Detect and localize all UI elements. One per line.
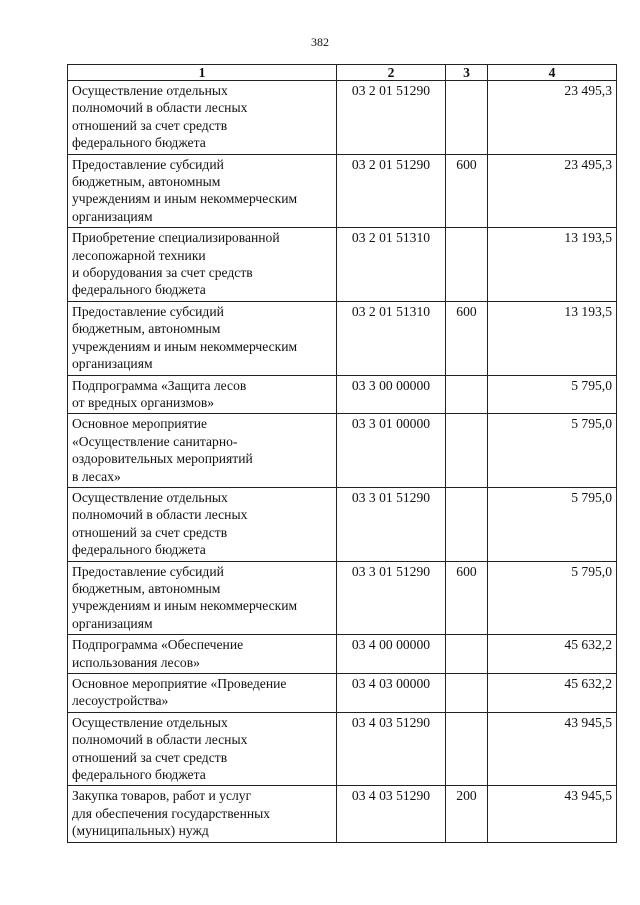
table-row: [68, 712, 617, 786]
row-code: 03 4 03 51290: [337, 786, 446, 842]
row-type: 200: [446, 786, 488, 842]
row-amount: 23 495,3: [488, 81, 617, 155]
row-amount: 43 945,5: [488, 786, 617, 842]
table-row: [68, 414, 617, 488]
row-type: [446, 487, 488, 561]
row-type: [446, 712, 488, 786]
row-type: 600: [446, 301, 488, 375]
table-row: [68, 487, 617, 561]
row-type: [446, 375, 488, 414]
row-code: 03 3 01 51290: [337, 561, 446, 635]
row-amount: 5 795,0: [488, 487, 617, 561]
row-type: 600: [446, 561, 488, 635]
column-header-code: 2: [337, 65, 446, 81]
row-amount: 43 945,5: [488, 712, 617, 786]
row-amount: 5 795,0: [488, 375, 617, 414]
table-row: [68, 154, 617, 228]
row-name: Подпрограмма «Защита лесов от вредных организмов»: [68, 375, 337, 414]
table-row: [68, 301, 617, 375]
row-code: 03 4 00 00000: [337, 635, 446, 674]
table-row: [68, 786, 617, 842]
header-row: [68, 65, 617, 81]
row-code: 03 3 01 51290: [337, 487, 446, 561]
row-type: [446, 635, 488, 674]
column-header-type: 3: [446, 65, 488, 81]
row-code: 03 2 01 51310: [337, 301, 446, 375]
row-code: 03 2 01 51290: [337, 81, 446, 155]
row-type: [446, 674, 488, 713]
row-code: 03 3 00 00000: [337, 375, 446, 414]
row-type: [446, 414, 488, 488]
row-amount: 5 795,0: [488, 561, 617, 635]
row-name: Основное мероприятие «Осуществление санитарно- оздоровительных мероприятий в лесах»: [68, 414, 337, 488]
row-type: [446, 228, 488, 302]
table-row: [68, 674, 617, 713]
row-code: 03 2 01 51290: [337, 154, 446, 228]
row-type: 600: [446, 154, 488, 228]
row-code: 03 3 01 00000: [337, 414, 446, 488]
table-row: [68, 228, 617, 302]
row-name: Закупка товаров, работ и услуг для обеспечения государственных (муниципальных) нужд: [68, 786, 337, 842]
row-name: Приобретение специализированной лесопожарной техники и оборудования за счет средств федерального бюджета: [68, 228, 337, 302]
row-code: 03 2 01 51310: [337, 228, 446, 302]
table-row: [68, 561, 617, 635]
row-name: Предоставление субсидий бюджетным, автономным учреждениям и иным некоммерческим организациям: [68, 301, 337, 375]
table-row: [68, 635, 617, 674]
page-number: 382: [311, 35, 329, 49]
table-row: [68, 375, 617, 414]
row-code: 03 4 03 00000: [337, 674, 446, 713]
column-header-name: 1: [68, 65, 337, 81]
table-row: [68, 81, 617, 155]
row-amount: 13 193,5: [488, 301, 617, 375]
row-name: Осуществление отдельных полномочий в области лесных отношений за счет средств федерального бюджета: [68, 487, 337, 561]
row-code: 03 4 03 51290: [337, 712, 446, 786]
row-amount: 13 193,5: [488, 228, 617, 302]
row-amount: 45 632,2: [488, 674, 617, 713]
row-type: [446, 81, 488, 155]
row-amount: 5 795,0: [488, 414, 617, 488]
row-name: Подпрограмма «Обеспечение использования лесов»: [68, 635, 337, 674]
column-header-amount: 4: [488, 65, 617, 81]
row-name: Основное мероприятие «Проведение лесоустройства»: [68, 674, 337, 713]
row-name: Осуществление отдельных полномочий в области лесных отношений за счет средств федерального бюджета: [68, 712, 337, 786]
row-amount: 23 495,3: [488, 154, 617, 228]
row-name: Предоставление субсидий бюджетным, автономным учреждениям и иным некоммерческим организациям: [68, 561, 337, 635]
row-name: Предоставление субсидий бюджетным, автономным учреждениям и иным некоммерческим организациям: [68, 154, 337, 228]
row-amount: 45 632,2: [488, 635, 617, 674]
budget-table: [67, 64, 617, 843]
row-name: Осуществление отдельных полномочий в области лесных отношений за счет средств федерального бюджета: [68, 81, 337, 155]
